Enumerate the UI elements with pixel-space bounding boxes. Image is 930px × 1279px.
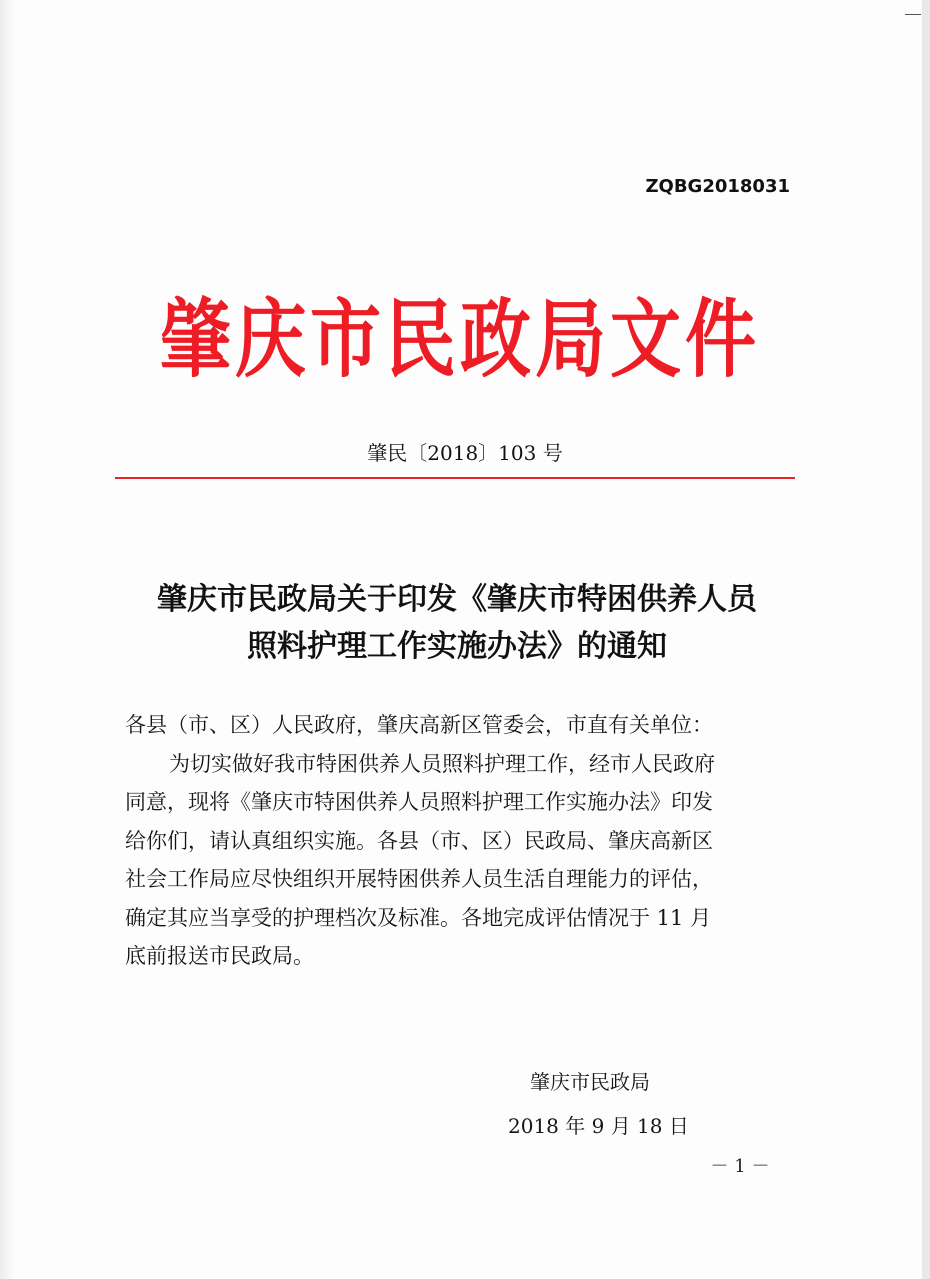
title-line-1: 肇庆市民政局关于印发《肇庆市特困供养人员 — [157, 582, 757, 617]
notice-title — [112, 576, 802, 670]
body-line-6: 底前报送市民政局。 — [125, 944, 314, 968]
signature-organization: 肇庆市民政局 — [530, 1070, 650, 1094]
body-line-2: 同意，现将《肇庆市特困供养人员照料护理工作实施办法》印发 — [125, 790, 713, 814]
body-line-4: 社会工作局应尽快组织开展特困供养人员生活自理能力的评估， — [125, 867, 713, 891]
issuer-red-header: 肇庆市民政局文件 — [160, 288, 761, 390]
title-line-2: 照料护理工作实施办法》的通知 — [247, 629, 667, 664]
addressee-line: 各县（市、区）人民政府，肇庆高新区管委会，市直有关单位： — [125, 713, 713, 737]
page-number: － 1 － — [710, 1156, 770, 1177]
red-separator-rule — [115, 477, 795, 479]
notice-body — [125, 706, 795, 976]
scan-shadow-edge — [0, 0, 14, 1279]
body-line-3: 给你们，请认真组织实施。各县（市、区）民政局、肇庆高新区 — [125, 828, 713, 853]
signature-date: 2018 年 9 月 18 日 — [508, 1114, 689, 1138]
document-number: 肇民〔2018〕103 号 — [367, 441, 563, 465]
corner-mark — [905, 14, 921, 15]
body-line-5: 确定其应当享受的护理档次及标准。各地完成评估情况于 11 月 — [125, 905, 712, 930]
document-code: ZQBG2018031 — [645, 176, 790, 197]
body-line-1: 为切实做好我市特困供养人员照料护理工作，经市人民政府 — [169, 751, 715, 776]
